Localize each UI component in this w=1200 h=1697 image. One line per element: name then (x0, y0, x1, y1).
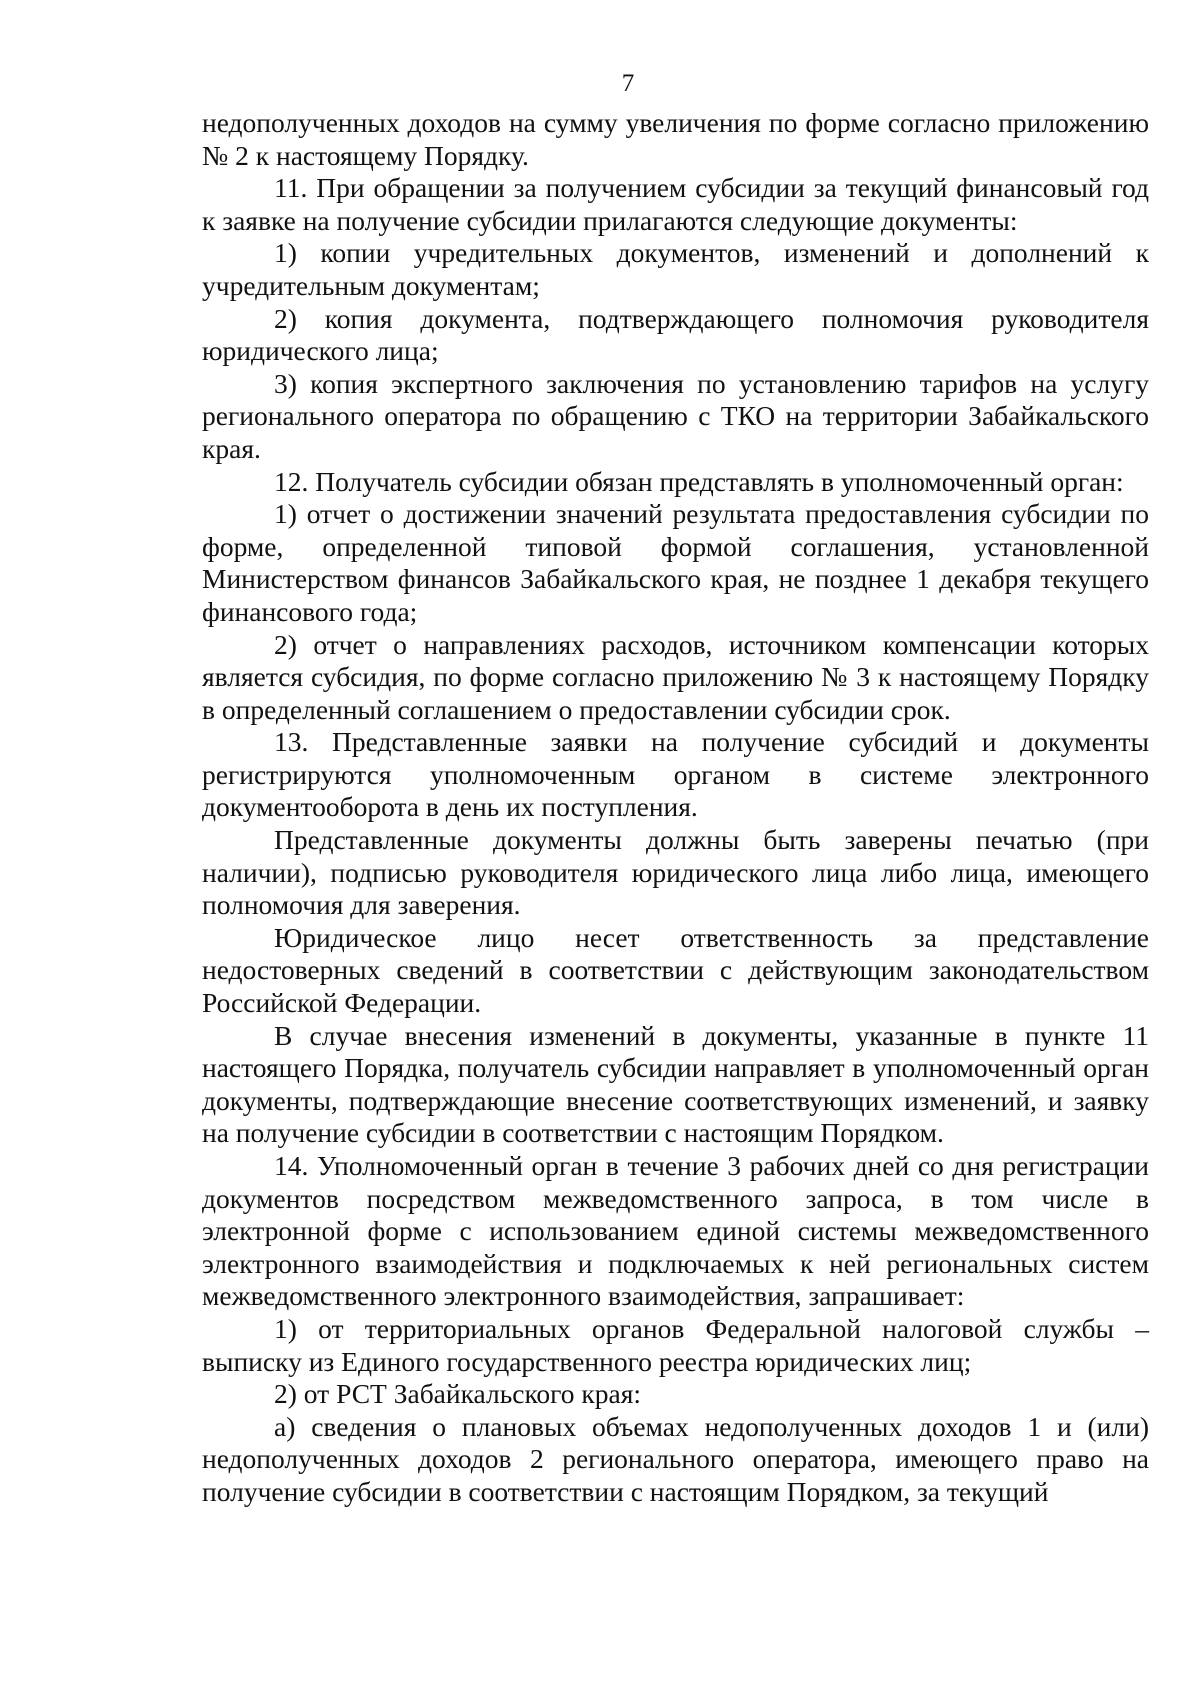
paragraph-item-13-responsibility: Юридическое лицо несет ответственность за представление недостоверных сведений в соответствии с действующим законодательством Российской Федерации. (202, 921, 1149, 1019)
paragraph-item-13-certification: Представленные документы должны быть заверены печатью (при наличии), подписью руководителя юридического лица либо лица, имеющего полномочия для заверения. (202, 824, 1149, 921)
paragraph-item-12-2: 2) отчет о направлениях расходов, источником компенсации которых является субсидия, по форме согласно приложению № 3 к настоящему Порядку в определенный соглашением о предоставлении субсидии срок. (202, 628, 1149, 725)
paragraph-continuation: недополученных доходов на сумму увеличения по форме согласно приложению № 2 к настоящему Порядку. (202, 107, 1149, 171)
paragraph-item-11-3: 3) копия экспертного заключения по установлению тарифов на услугу регионального оператора по обращению с ТКО на территории Забайкальского края. (202, 367, 1149, 464)
paragraph-item-14-1: 1) от территориальных органов Федеральной налоговой службы – выписку из Единого государственного реестра юридических лиц; (202, 1312, 1149, 1377)
paragraph-item-11-2: 2) копия документа, подтверждающего полномочия руководителя юридического лица; (202, 302, 1149, 367)
paragraph-item-13: 13. Представленные заявки на получение субсидий и документы регистрируются уполномоченным органом в системе электронного документооборота в день их поступления. (202, 726, 1149, 823)
paragraph-item-11: 11. При обращении за получением субсидии за текущий финансовый год к заявке на получение субсидии прилагаются следующие документы: (202, 172, 1149, 236)
paragraph-item-13-changes: В случае внесения изменений в документы, указанные в пункте 11 настоящего Порядка, получатель субсидии направляет в уполномоченный орган документы, подтверждающие внесение соответствующих изменений, и заявку на получение субсидии в соответствии с настоящим Порядком. (202, 1019, 1149, 1149)
paragraph-item-14-2: 2) от РСТ Забайкальского края: (274, 1378, 642, 1410)
paragraph-item-14-2-a: а) сведения о плановых объемах недополученных доходов 1 и (или) недополученных доходов 2 регионального оператора, имеющего право на получение субсидии в соответствии с настоящим Порядком, за текущий (202, 1410, 1149, 1507)
page-number: 7 (621, 70, 635, 97)
document-body (202, 107, 1149, 1509)
paragraph-item-11-1: 1) копии учредительных документов, изменений и дополнений к учредительным документам; (202, 237, 1149, 301)
paragraph-item-12-1: 1) отчет о достижении значений результата предоставления субсидии по форме, определенной типовой формой соглашения, установленной Министерством финансов Забайкальского края, не позднее 1 декабря текущего финансового года; (202, 498, 1149, 627)
paragraph-item-12: 12. Получатель субсидии обязан представлять в уполномоченный орган: (274, 465, 1124, 497)
paragraph-item-14: 14. Уполномоченный орган в течение 3 рабочих дней со дня регистрации документов посредством межведомственного запроса, в том числе в электронной форме с использованием единой системы межведомственного электронного взаимодействия и подключаемых к ней региональных систем межведомственного электронного взаимодействия, запрашивает: (202, 1150, 1149, 1312)
